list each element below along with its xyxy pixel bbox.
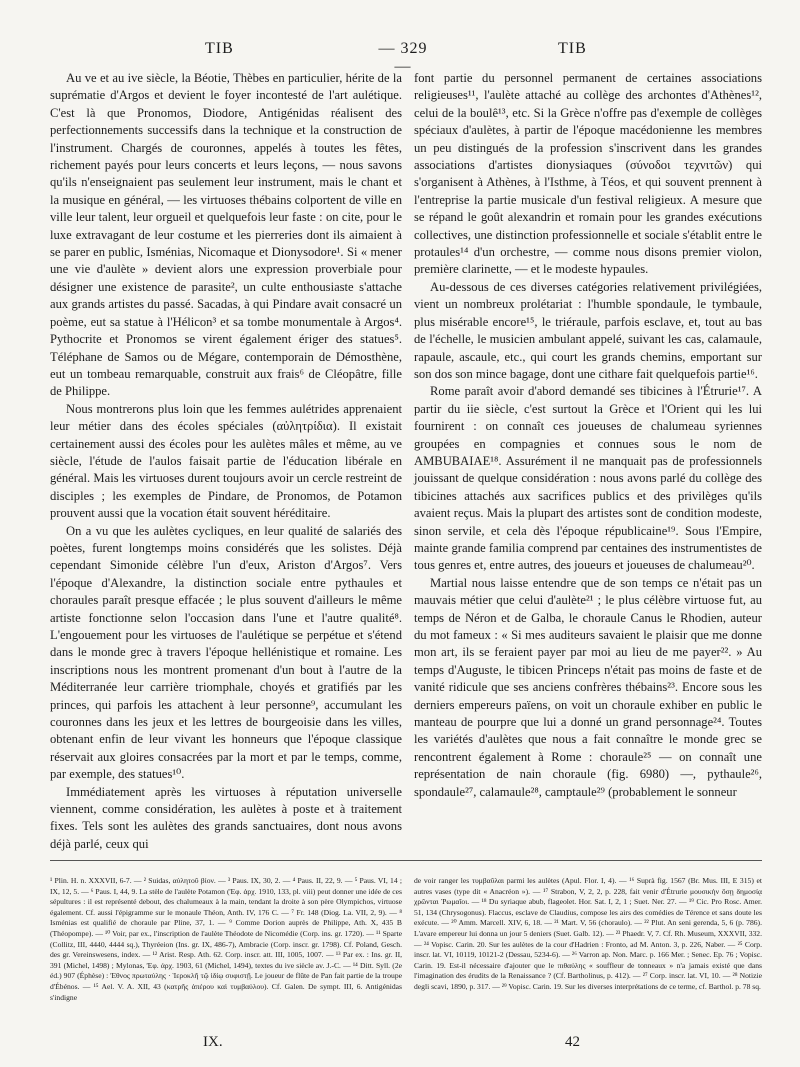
footnote-divider	[50, 860, 762, 861]
paragraph: Nous montrerons plus loin que les femmes aulétrides apprenaient leur métier dans des écoles spéciales (αὐλητρίδια). Il existait certainement aussi des écoles pour les aulètes mâles et même, au ve siècle, l'étude de l'aulos faisait partie de l'éducation libérale en général. Mais les virtuoses durent toujours avoir un cercle restreint de disciples ; les exemples de Pindare, de Pronomos, de Potamon prouvent aussi que la vocation était souvent héréditaire.	[50, 401, 402, 521]
paragraph: Rome paraît avoir d'abord demandé ses tibicines à l'Étrurie¹⁷. A partir du iie siècle, c'est surtout la Grèce et l'Orient qui les lui fournirent : on connaît ces joueuses de chalumeau syriennes groupées en compagnies et connues sous le nom de AMBUBAIAE¹⁸. Assurément il ne manquait pas de professionnels jouissant de quelque considération : nous avons parlé du collège des tibicines attachés aux sacrifices publics et des privilèges qu'ils avaient reçus. Mais la plupart des artistes sont de condition modeste, sinon servile, et cela dès l'époque républicaine¹⁹. Sous l'Empire, mainte grande familia comprend par centaines des instrumentistes de tous genres et, entre autres, des joueurs et joueuses de chalumeau²⁰.	[414, 384, 762, 573]
body-column-right	[414, 70, 762, 801]
running-head-left: TIB	[205, 40, 234, 57]
signature-mark: 42	[565, 1034, 580, 1050]
paragraph: font partie du personnel permanent de certaines associations religieuses¹¹, l'aulète attaché au collège des archontes d'Athènes¹², celui de la boulê¹³, etc. Si la Grèce n'offre pas d'exemple de collèges spéciaux d'aulètes, à partir de l'époque macédonienne les membres un peu distingués de la profession s'inscrivent dans les grandes associations d'artistes dionysiaques (σύνοδοι τεχνιτῶν) qui s'organisent à Athènes, à l'Isthme, à Téos, et qui souvent prennent à l'entreprise la partie musicale d'un festival religieux. A mesure que se répand le goût alexandrin et romain pour les grandes exécutions collectives, une distinction professionnelle et sociale s'établit entre le protaules¹⁴ d'un orchestre, — comme nous disons premier violon, première clarinette, — et le modeste hypaules.	[414, 71, 762, 277]
paragraph: Au ve et au ive siècle, la Béotie, Thèbes en particulier, hérite de la suprématie d'Argos et devient le foyer incontesté de l'art aulétique. C'est là que Pronomos, Diodore, Antigénidas réalisent des perfectionnements successifs dans la technique et la construction de l'instrument. Chargés de couronnes, appelés à toutes les fêtes, richement payés pour leurs concerts et leurs leçons, — nous savons qu'ils n'enseignaient pas seulement leur instrument, mais le chant et la musique en général, — les virtuoses thébains colportent de ville en ville leur talent, leur orgueil et quelquefois leur faste : on cite, pour le luxe extravagant de leur costume et les pierreries dont ils aimaient à se parer en public, Isménias, Nicomaque et Dionysodore¹. Si « mener une vie d'aulète » devient alors une expression proverbiale pour désigner une existence de parasite², un culte enthousiaste s'attache aux grands artistes du passé. Sacadas, à qui Pindare avait consacré un poème, eut sa statue à l'Hélicon³ et sa tombe monumentale à Argos⁴. Pythocrite et Pronomos se virent également ériger des statues⁵. Téléphane de Samos ou de Mégare, contemporain de Démosthène, eut un tombeau remarquable, construit aux frais⁶ de Cléopâtre, fille de Philippe.	[50, 71, 402, 399]
paragraph: Au-dessous de ces diverses catégories relativement privilégiées, vient un nombreux prolétariat : l'humble spondaule, le tymbaule, plus misérable encore¹⁵, le triéraule, parfois esclave, et, tout au bas de l'échelle, le musicien ambulant appelé, suivant les cas, calamaule, rapaule, ascaule, etc., qui court les grands chemins, emportant sur son dos son mince bagage, dont une cithare fait quelquefois partie¹⁶.	[414, 279, 762, 381]
paragraph: Immédiatement après les virtuoses à réputation universelle viennent, comme considération, les aulètes à poste et à traitement fixes. Tels sont les aulètes des grands sanctuaires, dont nous avons déjà parlé, ceux qui	[50, 784, 402, 851]
footnote-block: de voir ranger les τυμβαῦλαι parmi les aulètes (Apul. Flor. I, 4). — ¹⁶ Suprà fig. 1567 (Br. Mus. III, E 315) et autres vases (type dit « Anacréon »). — ¹⁷ Strabon, V, 2, 2, p. 228, fait venir d'Étrurie μουσικὴν ὅσῃ δημοσίᾳ χρῶνται Ῥωμαῖοι. — ¹⁸ Du syriaque abub, flageolet. Hor. Sat. I, 2, 1 ; Suet. Ner. 27. — ¹⁹ Cic. Pro Rosc. Amer. 51, 134 (Chrysogonus). Flaccus, esclave de Claudius, compose les airs des comédies de Térence et sans doute les exécute. — ²⁰ Amm. Marcell. XIV, 6, 18. — ²¹ Mart. V, 56 (choraulo). — ²² Plut. An seni gerenda, 5, 6 (p. 786). L'avare empereur lui donna un jour 5 deniers (Suet. Galb. 12). — ²³ Phaedr. V, 7. Cf. Rh. Museum, XXXVII, 332. — ²⁴ Vopisc. Carin. 20. Sur les aulètes de la cour d'Hadrien : Fronto, ad M. Anton. 3, p. 226, Naber. — ²⁵ Corp. inscr. lat. VI, 10119, 10121-2 (Dessau, 5234-6). — ²⁶ Varron ap. Non. Marc. p. 166 Mer. ; Senec. Ep. 76 ; Vopisc. Carin. 19. Est-il nécessaire d'ajouter que le πιθαύλης « souffleur de tonneaux » n'a jamais existé que dans l'imagination des érudits de la Renaissance ? (Cf. Bartholinus, p. 412). — ²⁷ Corp. inscr. lat. VI, 10. — ²⁸ Notizie degli scavi, 1890, p. 317. — ²⁹ Vopisc. Carin. 19. Sur les diverses interprétations de ce terme, cf. Barthol. p. 78 sq.	[414, 876, 762, 991]
volume-number: IX.	[203, 1034, 223, 1050]
running-head-right: TIB	[558, 40, 587, 57]
footnote-block: ¹ Plin. H. n. XXXVII, 6-7. — ² Suidas, αὐλητοῦ βίον. — ³ Paus. IX, 30, 2. — ⁴ Paus. II, 22, 9. — ⁵ Paus. VI, 14 ; IX, 12, 5. — ⁶ Paus. I, 44, 9. La stèle de l'aulète Potamon (Ἐφ. ἀρχ. 1910, 133, pl. viii) peut donner une idée de ces sépultures : il est représenté debout, des chalumeaux à la main, tendant la droite à son père Olympichos, virtuose également. Cf. aussi l'épigramme sur le monaule Théon, Anth. IV, 176 C. — ⁷ Fr. 148 (Diog. La. VII, 2, 9). — ⁸ Isménias est qualifié de choraule par Pline, 37, 1. — ⁹ Comme Dorion auprès de Philippe, Ath. X, 435 B (Théopompe). — ¹⁰ Voir, par ex., l'inscription de l'aulète Théodote de Nicomédie (Corp. ins. gr. 1720). — ¹¹ Sparte (Collitz, III, 4440, 4444 sq.), Thyréeion (Ins. gr. IX, 486-7), Ambracie (Corp. inscr. gr. 1798). Cf. Poland, Gesch. des gr. Vereinswesens, index. — ¹² Arist. Resp. Ath. 62. Corp. inscr. att. III, 1005, 1007. — ¹³ Par ex. : Ins. gr. II, 391 (Michel, 1498) ; Mylonas, Ἐφ. ἀρχ. 1903, 61 (Michel, 1494), textes du ive siècle av. J.-C. — ¹⁴ Ditt. Syll. (2e éd.) 907 (Éphèse) : Ἐθνος πρωταύλης · Ἱεροκλῆ τῷ ἰδίῳ συφιστῇ. Le joueur de flûte de Pan fait partie de la troupe d'Ébénos. — ¹⁵ Ael. V. A. XII, 43 (κατρῆς ἀπέρου καὶ τυμβαύλου). Cf. Galen. De sympt. III, 6. Antigénidas s'indigne	[50, 876, 402, 1002]
paragraph: Martial nous laisse entendre que de son temps ce n'était pas un mauvais métier que celui d'aulète²¹ ; le plus célèbre virtuose fut, au temps de Néron et de Galba, le choraule Canus le Rhodien, auteur du mot fameux : « Si mes auditeurs savaient le plaisir que me donne mon art, ils se feraient payer par moi au lieu de me payer²². » Au temps d'Auguste, le tibicen Princeps n'était pas moins de faste et de vanité ridicule que ses anciens confrères thébains²³. Encore sous les derniers empereurs païens, on voit un choraule exhiber en public le manteau de pourpre que lui a donné un grand personnage²⁴. Toutes les variétés d'aulètes que nous a fait connaître le monde grec se rencontrent également à Rome : choraule²⁵ — on connaît une représentation de nain choraule (fig. 6980) —, pythaule²⁶, spondaule²⁷, calamaule²⁸, camptaule²⁹ (probablement le sonneur	[414, 575, 762, 799]
paragraph: On a vu que les aulètes cycliques, en leur qualité de salariés des poètes, furent longtemps moins considérés que les solistes. Déjà cependant Simonide célèbre l'un d'eux, Ariston d'Argos⁷. Vers l'époque d'Alexandre, la distinction sociale entre pythaules et choraules paraît presque effacée ; le plus souvent d'ailleurs le même artiste fonctionne selon l'occasion dans l'une et l'autre qualité⁸. L'engouement pour les virtuoses de l'aulétique se perpétue et s'étend dans le monde grec à travers l'époque hellénistique et romaine. Les inscriptions nous les montrent promenant d'un bout à l'autre de la Méditerranée leur carrière triomphale, choyés et gratifiés par les princes, qui parfois les attachent à leur personne⁹, accumulant les couronnes dans les jeux et les lettres de bourgeoisie dans les villes, obtenant enfin de leur vivant les honneurs que l'époque classique réservait aux gloires consacrées par la mort et par le temps, comme, par exemple, des statues¹⁰.	[50, 523, 402, 782]
page-number: — 329 —	[378, 40, 428, 75]
footnotes-left	[50, 876, 402, 1003]
footnotes-right	[414, 876, 762, 993]
body-column-left	[50, 70, 402, 853]
